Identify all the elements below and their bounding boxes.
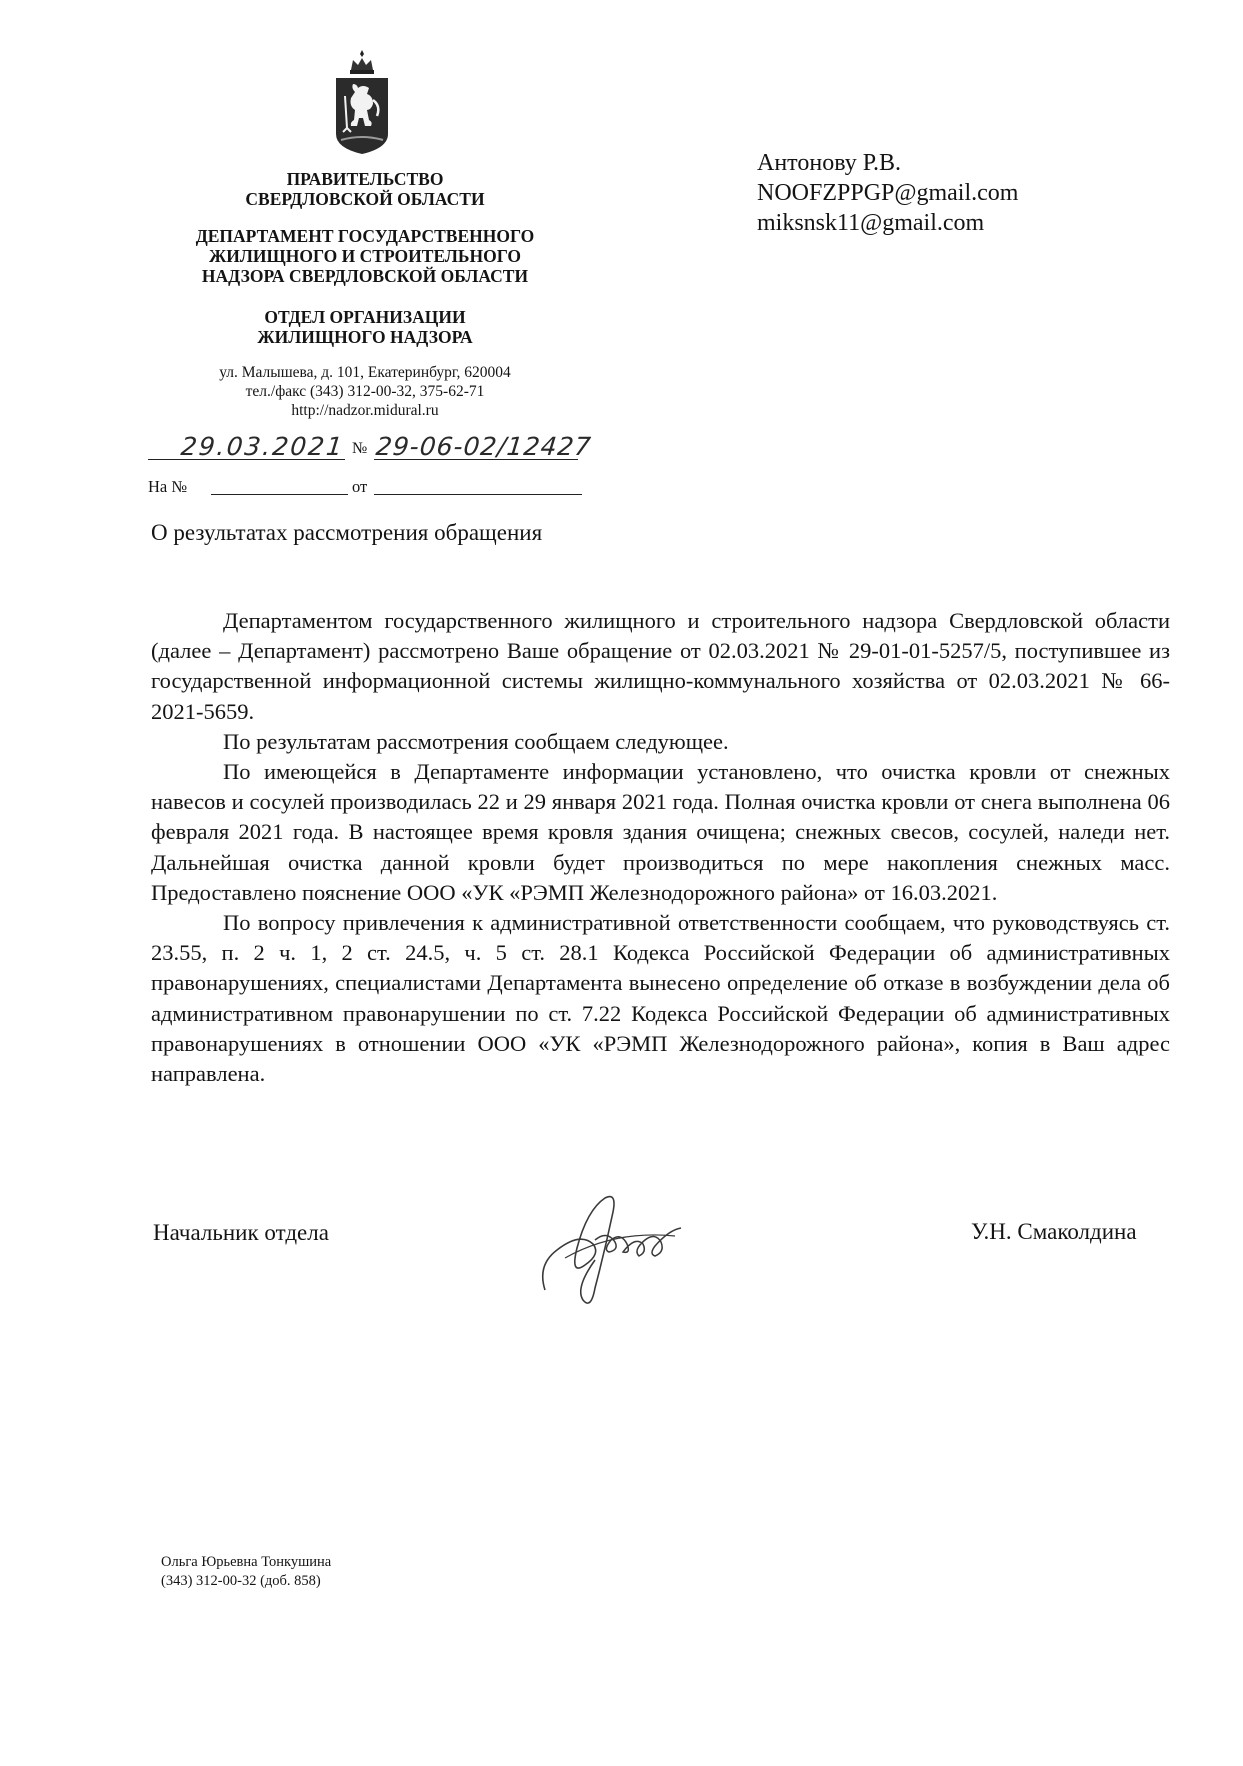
recipient-email: NOOFZPPGP@gmail.com [757, 180, 1019, 206]
department-line: НАДЗОРА СВЕРДЛОВСКОЙ ОБЛАСТИ [201, 266, 529, 286]
body-paragraph: По имеющейся в Департаменте информации установлено, что очистка кровли от снежных навесов и сосулей производилась 22 и 29 января 2021 года. Полная очистка кровли от снега выполнена 06 февраля 2021 года. В настоящее время кровля здания очищена; снежных свесов, сосулей, наледи нет. Дальнейшая очистка данной кровли будет производиться по мере накопления снежных масс. Предоставлено пояснение ООО «УК «РЭМП Железнодорожного района» от 16.03.2021. [151, 759, 1170, 905]
registration-number: 29-06-02/12427 [374, 432, 593, 461]
executor-name: Ольга Юрьевна Тонкушина [161, 1554, 332, 1570]
letter-body [151, 606, 1170, 1089]
executor-phone: (343) 312-00-32 (доб. 858) [161, 1573, 321, 1589]
body-paragraph: Департаментом государственного жилищного и строительного надзора Свердловской области (далее – Департамент) рассмотрено Ваше обращение от 02.03.2021 № 29-01-01-5257/5, поступившее из государственной информационной системы жилищно-коммунального хозяйства от 02.03.2021 № 66-2021-5659. [151, 608, 1170, 724]
division-line: ОТДЕЛ ОРГАНИЗАЦИИ [264, 307, 466, 327]
number-underline [374, 459, 578, 460]
reply-to-underline [211, 494, 348, 495]
coat-of-arms-icon [333, 48, 391, 156]
department-phone: тел./факс (343) 312-00-32, 375-62-71 [245, 383, 485, 400]
number-label: № [352, 440, 368, 457]
signatory-position: Начальник отдела [153, 1220, 329, 1245]
date-underline [148, 459, 345, 460]
executor-info [161, 1553, 331, 1591]
department-line: ЖИЛИЩНОГО И СТРОИТЕЛЬНОГО [208, 246, 522, 266]
from-label: от [352, 477, 368, 496]
recipient-name: Антонову Р.В. [757, 150, 902, 176]
government-line: ПРАВИТЕЛЬСТВО [286, 169, 444, 189]
government-title [105, 169, 625, 209]
department-website: http://nadzor.midural.ru [291, 402, 439, 419]
department-address: ул. Малышева, д. 101, Екатеринбург, 620004 [219, 364, 511, 381]
body-paragraph: По результатам рассмотрения сообщаем следующее. [223, 728, 729, 754]
division-title [105, 307, 625, 347]
body-paragraph: По вопросу привлечения к административной ответственности сообщаем, что руководствуясь ст. 23.55, п. 2 ч. 1, 2 ст. 24.5, ч. 5 ст. 28.1 Кодекса Российской Федерации об административных правонарушениях, специалистами Департамента вынесено определение об отказе в возбуждении дела об административном правонарушении по ст. 7.22 Кодекса Российской Федерации об административных правонарушениях в отношении ООО «УК «РЭМП Железнодорожного района», копия в Ваш адрес направлена. [151, 910, 1170, 1087]
recipient-email: miksnsk11@gmail.com [757, 210, 985, 236]
division-line: ЖИЛИЩНОГО НАДЗОРА [257, 327, 473, 347]
department-contacts [105, 363, 625, 420]
recipient-block [757, 148, 1018, 238]
reply-to-label: На № [148, 477, 188, 496]
signatory-name: У.Н. Смаколдина [971, 1219, 1137, 1244]
from-underline [374, 494, 582, 495]
department-line: ДЕПАРТАМЕНТ ГОСУДАРСТВЕННОГО [195, 226, 535, 246]
department-title [105, 226, 625, 286]
letter-subject: О результатах рассмотрения обращения [151, 520, 543, 545]
registration-date: 29.03.2021 [179, 432, 346, 461]
government-line: СВЕРДЛОВСКОЙ ОБЛАСТИ [245, 189, 485, 209]
handwritten-signature [535, 1170, 705, 1320]
